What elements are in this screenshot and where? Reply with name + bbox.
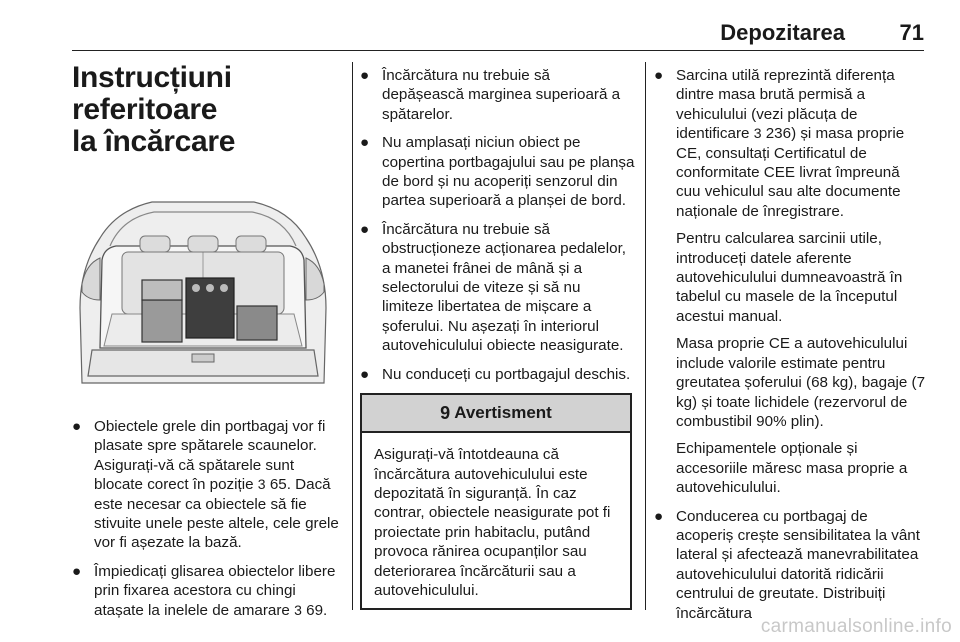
item-text: Nu amplasați niciun obiect pe copertina portbagajului sau pe planșa de bord și nu acoperiți senzorul din partea superioară a planșei de bord. xyxy=(382,134,635,210)
list-item xyxy=(360,220,636,356)
item-text-after: . Dacă este necesar ca obiectele să fie stivuite unele peste altele, cele grele vor fi așezate la bază. xyxy=(94,476,339,552)
item-text-after: ) și masa proprie CE, consultați Certificatul de conformitate CEE livrat împreună cuu vehiculul sau alte documente naționale de înregistrare. xyxy=(676,125,905,220)
page-ref-number[interactable]: 69 xyxy=(306,601,324,619)
sub-paragraph: Pentru calcularea sarcinii utile, introduceți datele aferente autovehiculului dumneavoastră în tabelul cu masele de la începutul acestui manual. xyxy=(676,230,903,325)
watermark: carmanualsonline.info xyxy=(760,616,952,637)
section-heading xyxy=(72,62,340,158)
bullet: ● xyxy=(654,507,664,525)
bullet: ● xyxy=(654,67,664,84)
bullet: ● xyxy=(360,365,370,383)
sub-paragraph: Echipamentele opționale și accesoriile măresc masa proprie a autovehiculului. xyxy=(676,440,908,497)
item-text: Nu conduceți cu portbagajul deschis. xyxy=(382,365,631,383)
page-ref-icon: 3 xyxy=(257,476,266,493)
heading-line-1: Instrucțiuni referitoare xyxy=(72,61,232,126)
page-ref-icon: 3 xyxy=(753,125,762,142)
column-1 xyxy=(72,60,340,629)
page-ref-number[interactable]: 65 xyxy=(269,476,287,494)
list-item xyxy=(72,562,340,620)
warning-header xyxy=(362,395,630,433)
list-item xyxy=(360,133,636,211)
page-number: 71 xyxy=(899,20,924,45)
chapter-title: Depozitarea xyxy=(720,20,845,45)
page-ref-icon: 3 xyxy=(294,601,302,618)
sub-paragraph: Masa proprie CE a autovehiculului include valorile estimate pentru greutatea șoferului (68 kg), bagaje (7 kg) și toate lichidele (rezervorul de combustibil 90% plin). xyxy=(676,335,926,430)
col1-list xyxy=(72,417,340,620)
warning-icon: 9 xyxy=(440,402,451,423)
bullet: ● xyxy=(72,562,82,580)
item-text: Încărcătura nu trebuie să depășească marginea superioară a spătarelor. xyxy=(382,67,621,123)
column-divider xyxy=(352,62,353,610)
page-header xyxy=(0,0,960,60)
heading-line-2: la încărcare xyxy=(72,125,236,158)
item-text: Conducerea cu portbagaj de acoperiș crește sensibilitatea la vânt lateral și afectează manevrabilitatea autovehiculului datorită ridicării centrului de greutate. Distribuiți încărcătura xyxy=(676,507,920,622)
column-3 xyxy=(654,60,926,632)
header-rule xyxy=(72,50,924,51)
item-text: Obiectele grele din portbagaj vor fi plasate spre spătarele scaunelor. Asigurați-vă că spătarele sunt blocate corect în poziție xyxy=(94,418,326,494)
list-item xyxy=(360,66,636,124)
list-item xyxy=(654,66,926,498)
col2-list xyxy=(360,66,636,384)
warning-title: Avertisment xyxy=(454,403,552,423)
list-item xyxy=(72,417,340,553)
bullet: ● xyxy=(360,134,370,152)
list-item xyxy=(654,507,926,623)
bullet: ● xyxy=(72,418,82,435)
item-text: Sarcina utilă reprezintă diferența dintre masa brută permisă a vehiculului (vezi plăcuța de identificare xyxy=(676,67,895,143)
column-2 xyxy=(360,60,636,610)
item-text: Încărcătura nu trebuie să obstrucționeze acționarea pedalelor, a manetei frânei de mână și a selectorului de viteze și să nu limiteze libertatea de mișcare a șoferului. Nu așezați în interiorul autovehiculului obiecte neasigurate. xyxy=(382,220,627,355)
trunk-illustration xyxy=(72,188,334,388)
list-item xyxy=(360,365,636,384)
item-text: Împiedicați glisarea obiectelor libere prin fixarea acestora cu chingi atașate la inelele de amarare xyxy=(94,562,336,619)
column-divider xyxy=(645,62,646,610)
bullet: ● xyxy=(360,67,370,84)
item-text-after: . xyxy=(323,601,328,619)
warning-box xyxy=(360,393,632,610)
col3-list xyxy=(654,66,926,623)
bullet: ● xyxy=(360,220,370,238)
warning-body: Asigurați-vă întotdeauna că încărcătura autovehiculului este depozitată în siguranță. În caz contrar, obiectele neasigurate pot fi proiectate prin habitaclu, putând provoca rănirea ocupanților sau deteriorarea încărcăturii sau a autovehiculului. xyxy=(374,446,611,599)
page-ref-number[interactable]: 236 xyxy=(765,125,792,143)
